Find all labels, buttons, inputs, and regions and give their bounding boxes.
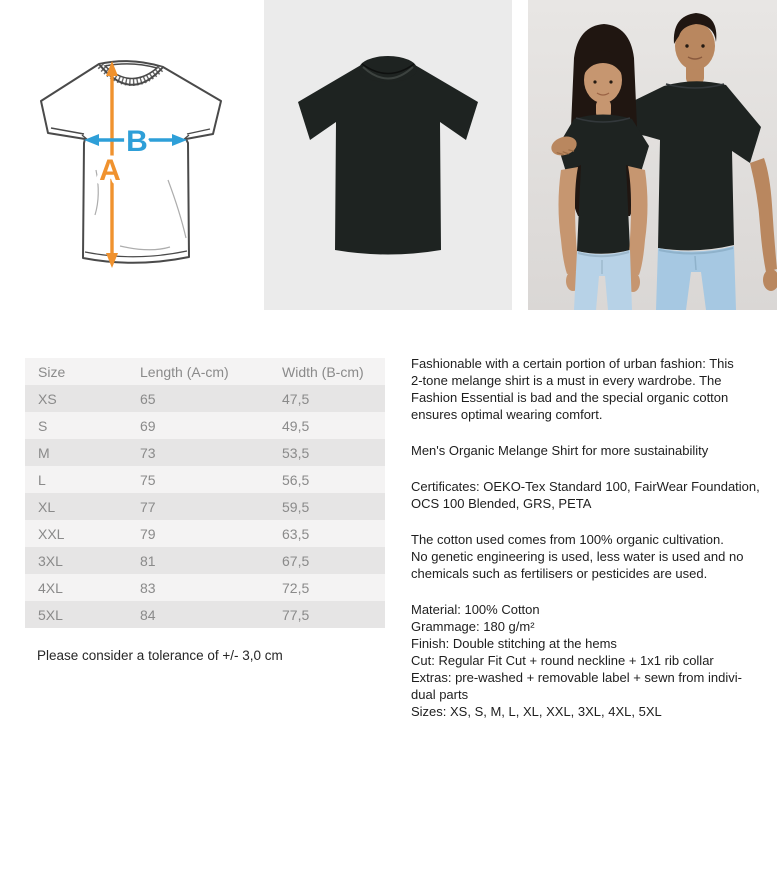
description-paragraph: Men's Organic Melange Shirt for more sustainability	[411, 443, 709, 458]
table-cell: 81	[140, 552, 156, 569]
table-row	[25, 574, 385, 601]
table-row	[25, 601, 385, 628]
table-cell: L	[38, 471, 46, 488]
table-cell: 63,5	[282, 525, 310, 542]
table-cell: 77,5	[282, 606, 310, 623]
table-cell: 79	[140, 525, 156, 542]
size-table	[25, 358, 385, 628]
table-cell: 65	[140, 390, 156, 407]
table-cell: 47,5	[282, 390, 310, 407]
table-row	[25, 547, 385, 574]
table-cell: 67,5	[282, 552, 310, 569]
table-row	[25, 493, 385, 520]
table-cell: 83	[140, 579, 156, 596]
tshirt-outline-graphic	[0, 0, 258, 310]
table-cell: M	[38, 444, 50, 461]
flat-tshirt-graphic	[264, 0, 512, 310]
column-header: Size	[38, 363, 66, 380]
models-illustration	[528, 0, 777, 310]
table-cell: 69	[140, 417, 156, 434]
description-paragraph: Material: 100% Cotton Grammage: 180 g/m² Finish: Double stitching at the hems Cut: Regular Fit Cut + round neckline + 1x1 rib collar Extras: pre-washed + removable label + sewn from indivi- dual parts Sizes: XS, S, M, L, XL, XXL, 3XL, 4XL, 5XL	[411, 602, 742, 719]
tolerance-note: Please consider a tolerance of +/- 3,0 cm	[37, 648, 283, 663]
product-image-models[interactable]	[528, 0, 777, 310]
column-header: Length (A-cm)	[140, 363, 229, 380]
table-cell: 4XL	[38, 579, 63, 596]
table-cell: 77	[140, 498, 156, 515]
product-image-measurement-diagram[interactable]	[0, 0, 258, 310]
measure-label-a: A	[99, 154, 121, 187]
table-cell: 49,5	[282, 417, 310, 434]
table-cell: 72,5	[282, 579, 310, 596]
table-cell: 53,5	[282, 444, 310, 461]
table-cell: 5XL	[38, 606, 63, 623]
table-row	[25, 466, 385, 493]
table-row	[25, 520, 385, 547]
product-description	[411, 355, 773, 739]
table-cell: XXL	[38, 525, 65, 542]
table-cell: 56,5	[282, 471, 310, 488]
table-row	[25, 412, 385, 439]
table-cell: 73	[140, 444, 156, 461]
table-cell: 84	[140, 606, 156, 623]
description-paragraph: Fashionable with a certain portion of urban fashion: This 2-tone melange shirt is a must in every wardrobe. The Fashion Essential is bad and the special organic cotton ensures optimal wearing comfort.	[411, 356, 734, 422]
measure-label-b: B	[126, 125, 148, 158]
table-cell: XL	[38, 498, 56, 515]
table-row	[25, 385, 385, 412]
table-cell: 59,5	[282, 498, 310, 515]
product-image-flat-lay[interactable]	[264, 0, 512, 310]
description-paragraph: The cotton used comes from 100% organic cultivation. No genetic engineering is used, less water is used and no chemicals such as fertilisers or pesticides are used.	[411, 532, 744, 581]
column-header: Width (B-cm)	[282, 363, 364, 380]
table-cell: 3XL	[38, 552, 63, 569]
table-cell: S	[38, 417, 48, 434]
table-header-row	[25, 358, 385, 385]
table-row	[25, 439, 385, 466]
table-cell: XS	[38, 390, 57, 407]
table-cell: 75	[140, 471, 156, 488]
description-paragraph: Certificates: OEKO-Tex Standard 100, FairWear Foundation, OCS 100 Blended, GRS, PETA	[411, 479, 760, 511]
